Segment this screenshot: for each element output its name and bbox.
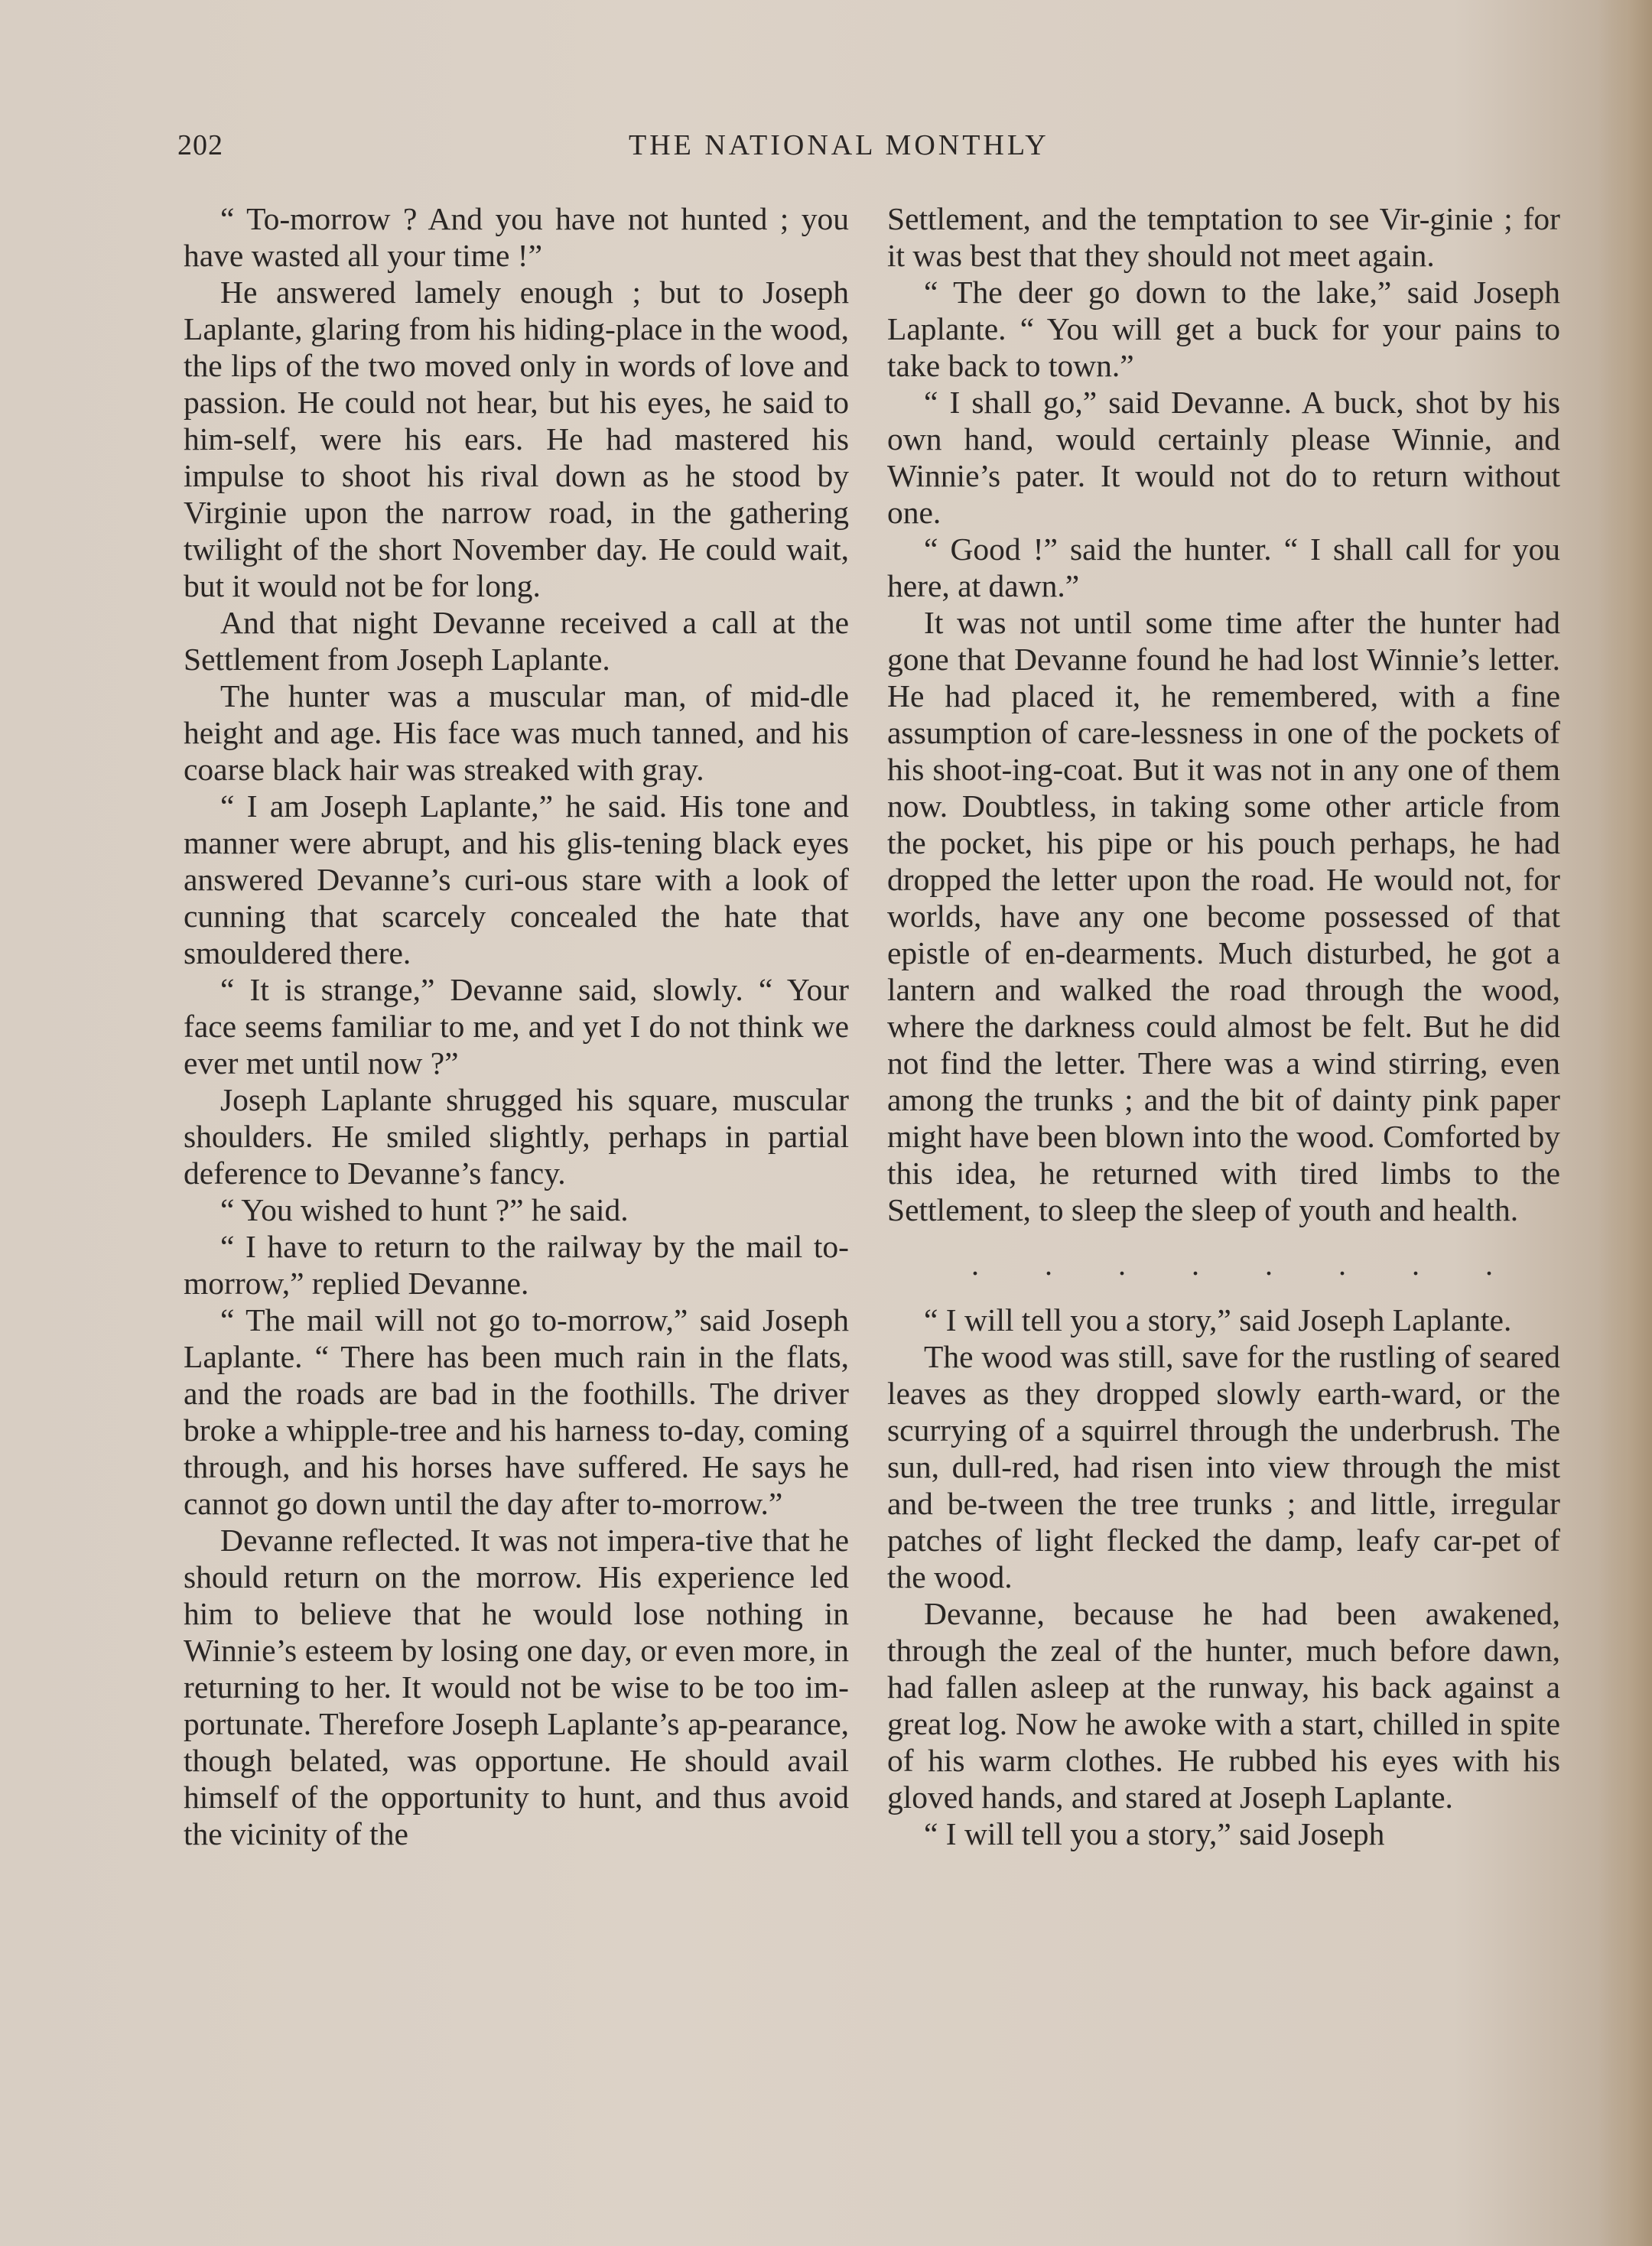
- paragraph: “ I will tell you a story,” said Joseph: [924, 1816, 1385, 1851]
- paragraph: Joseph Laplante shrugged his square, muscular shoulders. He smiled slightly, perhaps in partial deference to Devanne’s fancy.: [184, 1082, 849, 1191]
- paragraph: Devanne reflected. It was not impera-tive that he should return on the morrow. His experience led him to believe that he would lose nothing in Winnie’s esteem by losing one day, or even more, in returning to her. It would not be wise to be too im-portunate. Therefore Joseph Laplante’s ap-pearance, though belated, was opportune. He should avail himself of the opportunity to hunt, and thus avoid the vicinity of the: [184, 1523, 849, 1851]
- page-number: 202: [177, 129, 223, 161]
- paragraph: And that night Devanne received a call at the Settlement from Joseph Laplante.: [184, 605, 849, 677]
- paragraph: Settlement, and the temptation to see Vir-ginie ; for it was best that they should not meet again.: [887, 201, 1560, 273]
- page-edge: [1598, 0, 1652, 2246]
- section-break: . . . . . . . .: [971, 1247, 1522, 1282]
- left-column: [184, 200, 849, 1852]
- running-head: THE NATIONAL MONTHLY: [629, 129, 1049, 161]
- paragraph: “ I am Joseph Laplante,” he said. His tone and manner were abrupt, and his glis-tening black eyes answered Devanne’s curi-ous stare with a look of cunning that scarcely concealed the hate that smouldered there.: [184, 788, 849, 970]
- page-header: [177, 128, 1095, 174]
- paragraph: “ You wished to hunt ?” he said.: [220, 1192, 629, 1227]
- right-column: [887, 200, 1560, 1852]
- paragraph: “ It is strange,” Devanne said, slowly. “ Your face seems familiar to me, and yet I do not think we ever met until now ?”: [184, 972, 849, 1081]
- paragraph: “ The deer go down to the lake,” said Joseph Laplante. “ You will get a buck for your pains to take back to town.”: [887, 275, 1560, 383]
- paragraph: “ I shall go,” said Devanne. A buck, shot by his own hand, would certainly please Winnie, and Winnie’s pater. It would not do to return without one.: [887, 385, 1560, 530]
- paragraph: He answered lamely enough ; but to Joseph Laplante, glaring from his hiding-place in the wood, the lips of the two moved only in words of love and passion. He could not hear, but his eyes, he said to him-self, were his ears. He had mastered his impulse to shoot his rival down as he stood by Virginie upon the narrow road, in the gathering twilight of the short November day. He could wait, but it would not be for long.: [184, 275, 849, 603]
- paragraph: “ I have to return to the railway by the mail to-morrow,” replied Devanne.: [184, 1229, 849, 1301]
- paragraph: It was not until some time after the hunter had gone that Devanne found he had lost Winnie’s letter. He had placed it, he remembered, with a fine assumption of care-lessness in one of the pockets of his shoot-ing-coat. But it was not in any one of them now. Doubtless, in taking some other article from the pocket, his pipe or his pouch perhaps, he had dropped the letter upon the road. He would not, for worlds, have any one become possessed of that epistle of en-dearments. Much disturbed, he got a lantern and walked the road through the wood, where the darkness could almost be felt. But he did not find the letter. There was a wind stirring, even among the trunks ; and the bit of dainty pink paper might have been blown into the wood. Comforted by this idea, he returned with tired limbs to the Settlement, to sleep the sleep of youth and health.: [887, 605, 1560, 1227]
- paragraph: The hunter was a muscular man, of mid-dle height and age. His face was much tanned, and his coarse black hair was streaked with gray.: [184, 678, 849, 787]
- paragraph: “ Good !” said the hunter. “ I shall call for you here, at dawn.”: [887, 531, 1560, 603]
- paragraph: “ I will tell you a story,” said Joseph Laplante.: [924, 1302, 1512, 1338]
- paragraph: “ To-morrow ? And you have not hunted ; you have wasted all your time !”: [184, 201, 849, 273]
- paragraph: Devanne, because he had been awakened, through the zeal of the hunter, much before dawn, had fallen asleep at the runway, his back against a great log. Now he awoke with a start, chilled in spite of his warm clothes. He rubbed his eyes with his gloved hands, and stared at Joseph Laplante.: [887, 1596, 1560, 1815]
- paragraph: The wood was still, save for the rustling of seared leaves as they dropped slowly earth-ward, or the scurrying of a squirrel through the underbrush. The sun, dull-red, had risen into view through the mist and be-tween the tree trunks ; and little, irregular patches of light flecked the damp, leafy car-pet of the wood.: [887, 1339, 1560, 1594]
- paragraph: “ The mail will not go to-morrow,” said Joseph Laplante. “ There has been much rain in the flats, and the roads are bad in the foothills. The driver broke a whipple-tree and his harness to-day, coming through, and his horses have suffered. He says he cannot go down until the day after to-morrow.”: [184, 1302, 849, 1521]
